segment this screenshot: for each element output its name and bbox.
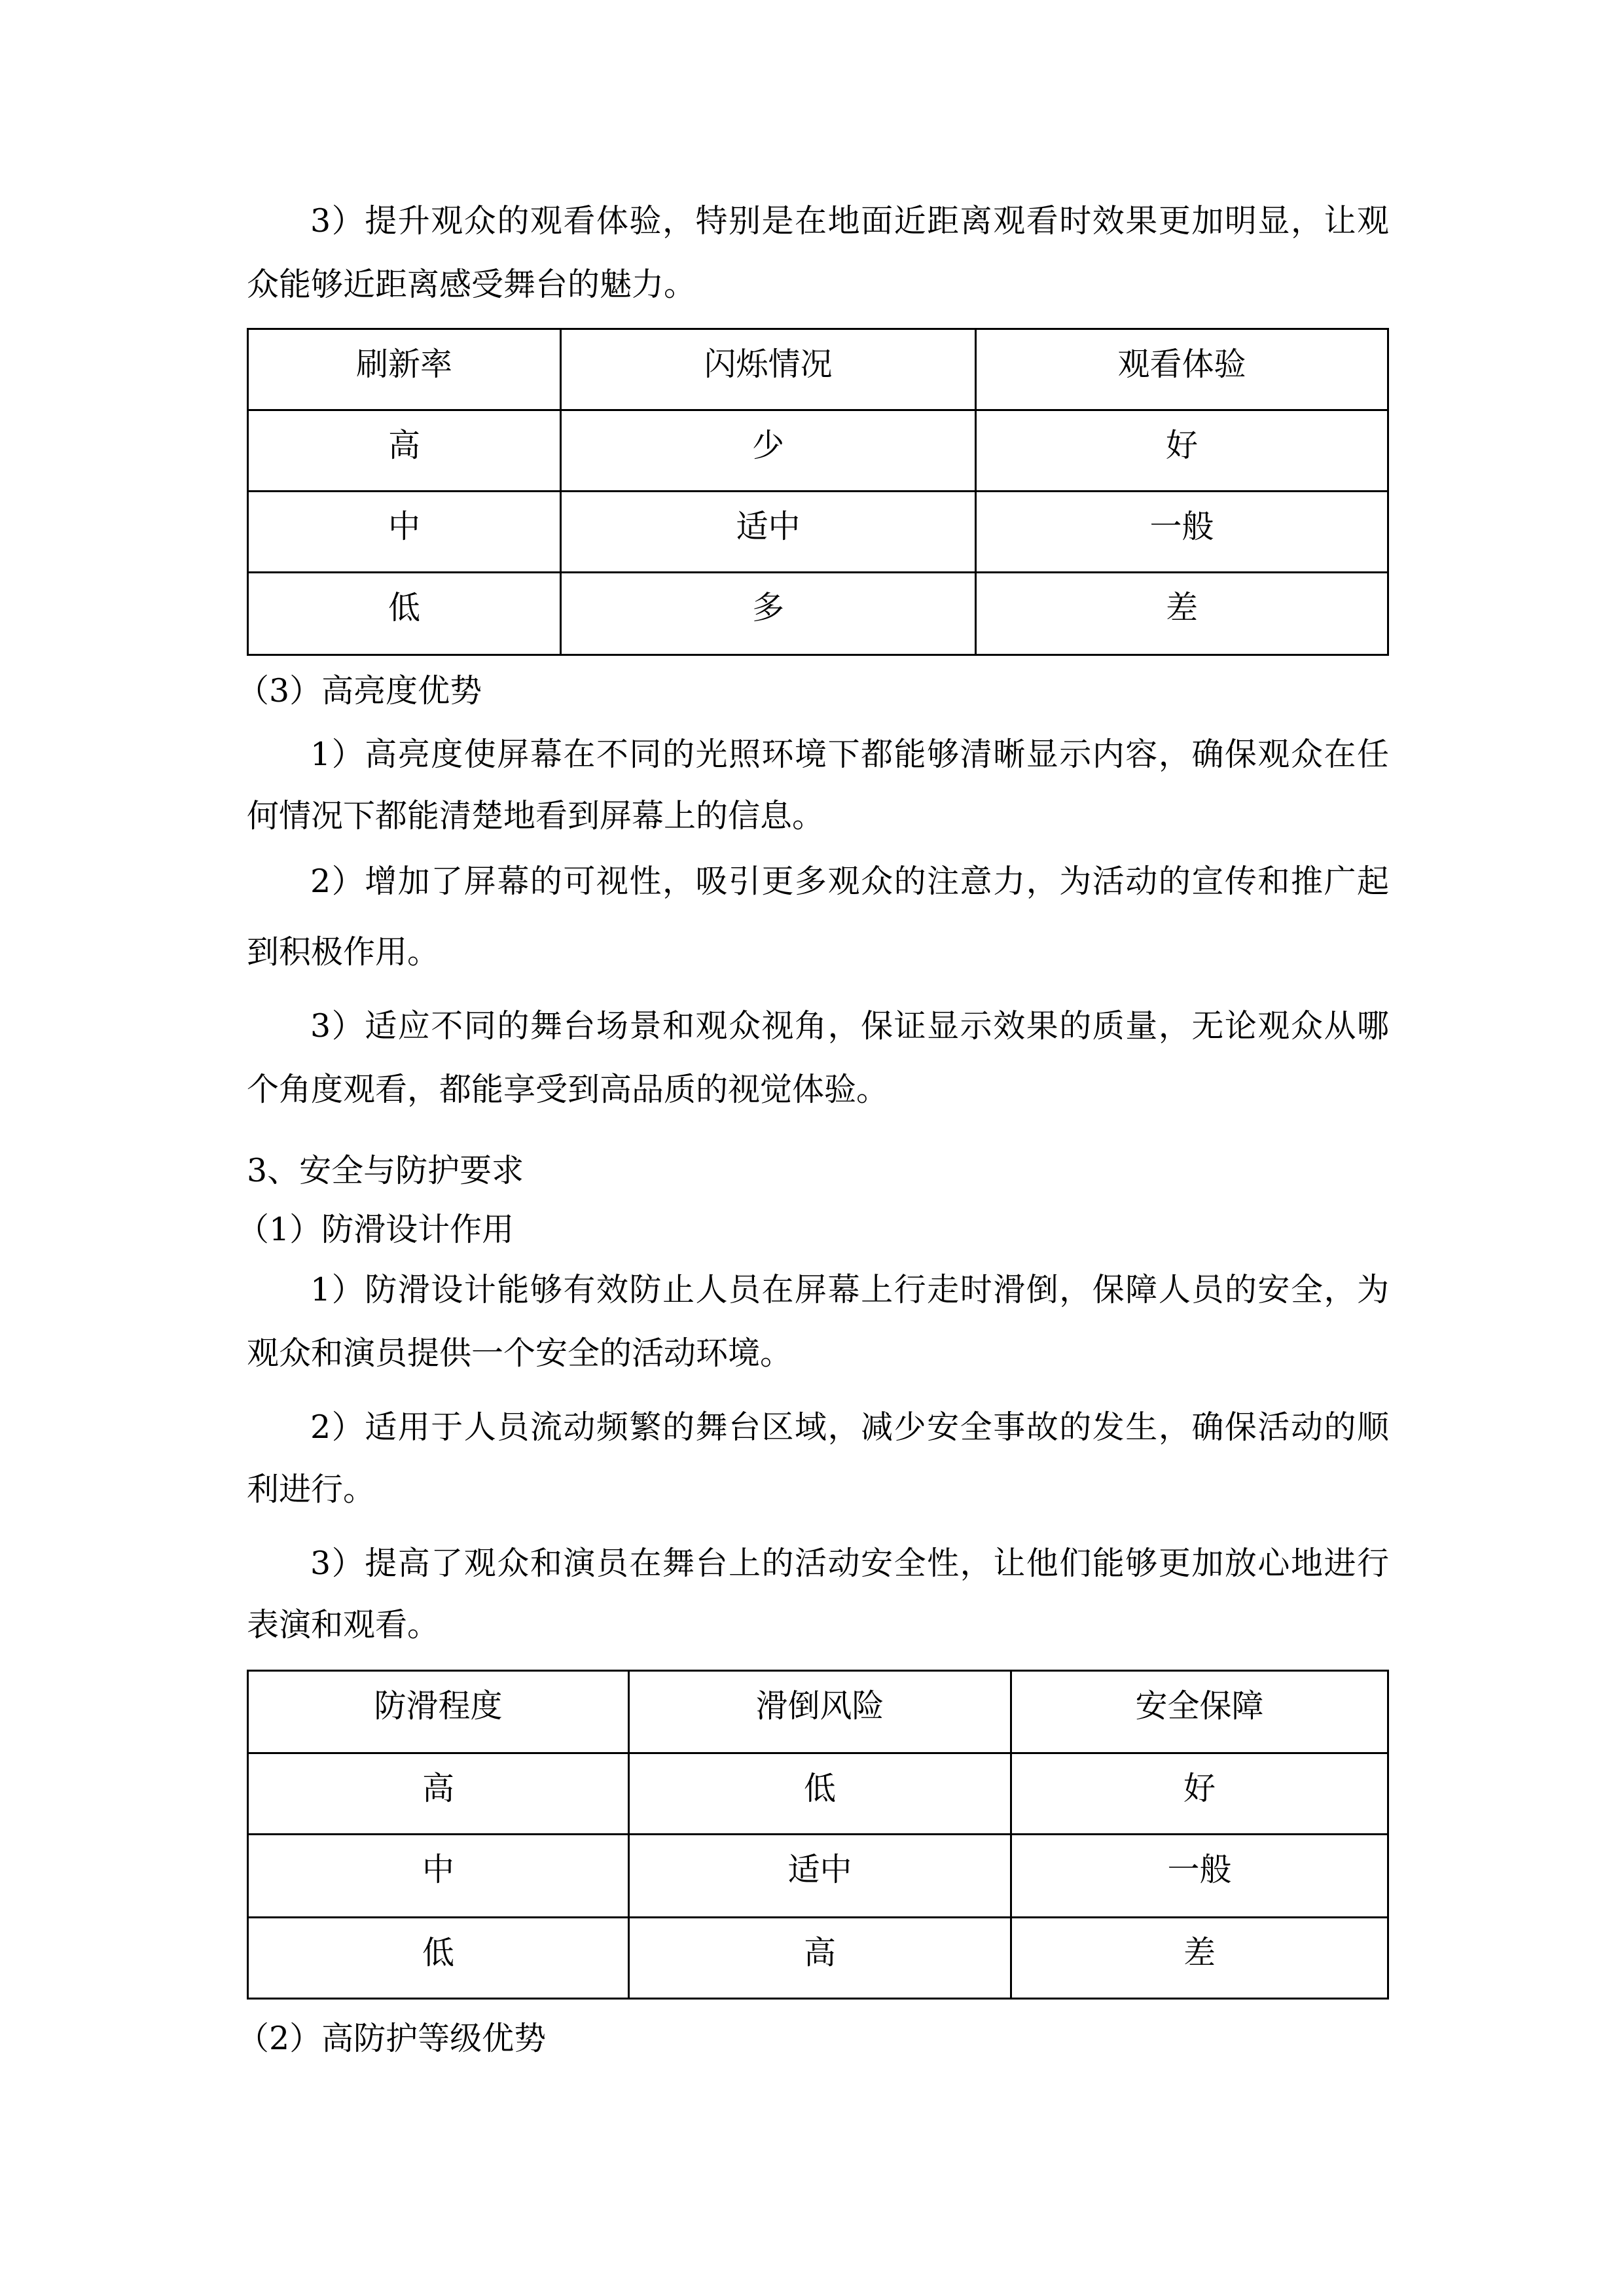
table-cell: 好 bbox=[1011, 1753, 1388, 1835]
text-line: 何情况下都能清楚地看到屏幕上的信息。 bbox=[247, 797, 825, 834]
table-cell: 高 bbox=[248, 1753, 629, 1835]
table-row bbox=[248, 1835, 1388, 1918]
table-cell: 适中 bbox=[629, 1835, 1011, 1918]
table-cell: 少 bbox=[561, 410, 976, 492]
refresh-rate-table bbox=[247, 328, 1389, 656]
section-heading-safety: 3、安全与防护要求 bbox=[247, 1152, 524, 1189]
text-line: 1）防滑设计能够有效防止人员在屏幕上行走时滑倒，保障人员的安全，为 bbox=[310, 1271, 1389, 1308]
text-line: 3）提升观众的观看体验，特别是在地面近距离观看时效果更加明显，让观 bbox=[310, 202, 1389, 240]
table-header-cell: 观看体验 bbox=[976, 329, 1388, 410]
text-line: 个角度观看，都能享受到高品质的视觉体验。 bbox=[247, 1071, 889, 1108]
table-header-cell: 安全保障 bbox=[1011, 1671, 1388, 1753]
table-cell: 低 bbox=[248, 1918, 629, 1999]
table-cell: 差 bbox=[1011, 1918, 1388, 1999]
table-row bbox=[248, 492, 1388, 573]
heading-protection-level: （2）高防护等级优势 bbox=[237, 2020, 547, 2057]
table-cell: 适中 bbox=[561, 492, 976, 573]
text-line: 2）适用于人员流动频繁的舞台区域，减少安全事故的发生，确保活动的顺 bbox=[310, 1408, 1389, 1446]
table-header-cell: 闪烁情况 bbox=[561, 329, 976, 410]
text-line: 利进行。 bbox=[247, 1471, 376, 1508]
table-cell: 低 bbox=[629, 1753, 1011, 1835]
table-header-cell: 刷新率 bbox=[248, 329, 561, 410]
text-line: 2）增加了屏幕的可视性，吸引更多观众的注意力，为活动的宣传和推广起 bbox=[310, 863, 1389, 900]
table-header-cell: 滑倒风险 bbox=[629, 1671, 1011, 1753]
table-cell: 一般 bbox=[976, 492, 1388, 573]
text-line: 观众和演员提供一个安全的活动环境。 bbox=[247, 1335, 793, 1372]
table-cell: 低 bbox=[248, 573, 561, 655]
table-cell: 高 bbox=[248, 410, 561, 492]
table-cell: 差 bbox=[976, 573, 1388, 655]
table-header-row bbox=[248, 1671, 1388, 1753]
table-cell: 高 bbox=[629, 1918, 1011, 1999]
table-row bbox=[248, 410, 1388, 492]
table-cell: 多 bbox=[561, 573, 976, 655]
table-row bbox=[248, 1753, 1388, 1835]
heading-high-brightness: （3）高亮度优势 bbox=[237, 672, 482, 709]
text-line: 1）高亮度使屏幕在不同的光照环境下都能够清晰显示内容，确保观众在任 bbox=[310, 736, 1389, 773]
table-cell: 一般 bbox=[1011, 1835, 1388, 1918]
text-line: 到积极作用。 bbox=[247, 933, 440, 971]
text-line: 3）提高了观众和演员在舞台上的活动安全性，让他们能够更加放心地进行 bbox=[310, 1545, 1389, 1582]
anti-slip-table bbox=[247, 1670, 1389, 2000]
table-header-row bbox=[248, 329, 1388, 410]
heading-anti-slip: （1）防滑设计作用 bbox=[237, 1211, 514, 1248]
table-header-cell: 防滑程度 bbox=[248, 1671, 629, 1753]
table-row bbox=[248, 573, 1388, 655]
table-cell: 中 bbox=[248, 492, 561, 573]
text-line: 众能够近距离感受舞台的魅力。 bbox=[247, 266, 696, 303]
text-line: 3）适应不同的舞台场景和观众视角，保证显示效果的质量，无论观众从哪 bbox=[310, 1007, 1389, 1045]
text-line: 表演和观看。 bbox=[247, 1606, 440, 1643]
table-row bbox=[248, 1918, 1388, 1999]
table-cell: 中 bbox=[248, 1835, 629, 1918]
table-cell: 好 bbox=[976, 410, 1388, 492]
